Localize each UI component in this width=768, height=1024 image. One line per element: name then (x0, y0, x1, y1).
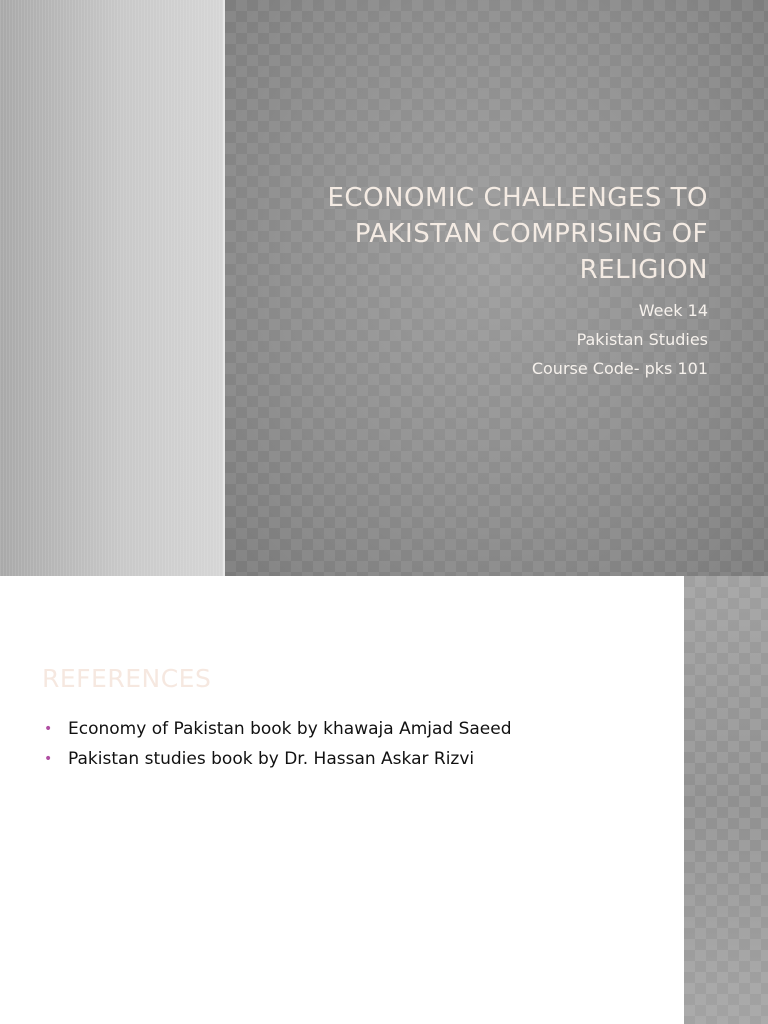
references-list (42, 714, 642, 774)
slide-subtitle (408, 296, 708, 383)
references-slide (0, 576, 768, 1024)
reference-text: Economy of Pakistan book by khawaja Amjad Saeed (68, 719, 512, 739)
list-item (42, 714, 642, 744)
reference-text: Pakistan studies book by Dr. Hassan Askar Rizvi (68, 749, 475, 769)
patterned-background-panel (225, 0, 768, 576)
subtitle-subject: Pakistan Studies (576, 330, 708, 349)
bullet-icon: • (44, 721, 53, 737)
list-item (42, 744, 642, 774)
subtitle-course-code: Course Code- pks 101 (531, 359, 708, 378)
bullet-icon: • (44, 751, 53, 767)
patterned-side-strip (684, 576, 768, 1024)
left-decorative-panel (0, 0, 223, 576)
subtitle-week: Week 14 (638, 301, 708, 320)
slide-title: ECONOMIC CHALLENGES TO PAKISTAN COMPRISING OF RELIGION (327, 183, 708, 285)
references-heading: REFERENCES (42, 664, 212, 693)
